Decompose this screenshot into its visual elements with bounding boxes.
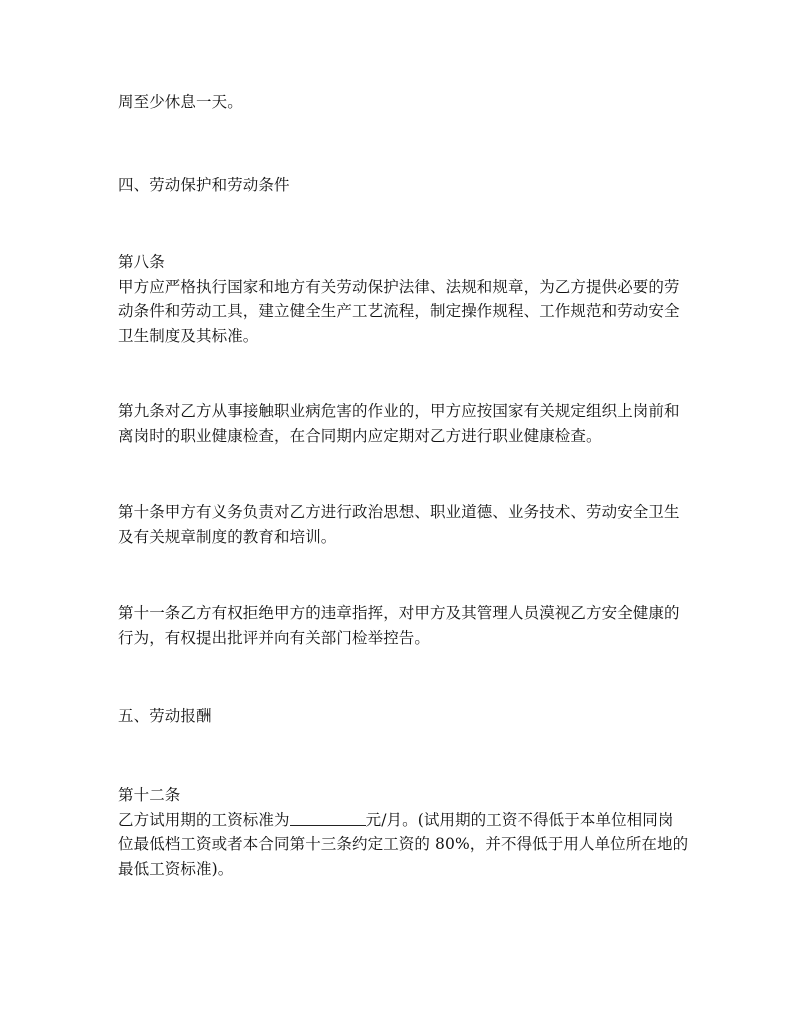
article-10-line-1: 第十条甲方有义务负责对乙方进行政治思想、职业道德、业务技术、劳动安全卫生	[118, 503, 680, 521]
salary-blank-field	[290, 809, 366, 826]
article-12-line-1-before: 乙方试用期的工资标准为	[118, 810, 290, 829]
article-10-line-2: 及有关规章制度的教育和培训。	[118, 527, 337, 546]
article-8-line-3: 卫生制度及其标准。	[118, 326, 259, 345]
article-8-line-2: 动条件和劳动工具，建立健全生产工艺流程，制定操作规程、工作规范和劳动安全	[118, 302, 680, 320]
continuation-text: 周至少休息一天。	[118, 93, 243, 111]
article-12-line-1-after: 元/月。(试用期的工资不得低于本单位相同岗	[365, 810, 674, 829]
article-12	[118, 783, 689, 881]
section-5-heading	[118, 704, 686, 729]
article-9-line-2: 离岗时的职业健康检查，在合同期内应定期对乙方进行职业健康检查。	[118, 426, 602, 445]
article-12-line-2: 位最低档工资或者本合同第十三条约定工资的 80%，并不得低于用人单位所在地的	[118, 835, 689, 853]
article-8-line-1: 甲方应严格执行国家和地方有关劳动保护法律、法规和规章，为乙方提供必要的劳	[118, 277, 680, 296]
article-12-line-1	[118, 808, 686, 833]
section-5-heading-text: 五、劳动报酬	[118, 707, 212, 725]
section-4-heading-text: 四、劳动保护和劳动条件	[118, 176, 290, 194]
article-12-line-3: 最低工资标准)。	[118, 859, 234, 878]
article-8-title: 第八条	[118, 253, 165, 271]
article-9-line-1: 第九条对乙方从事接触职业病危害的作业的，甲方应按国家有关规定组织上岗前和	[118, 402, 680, 420]
section-4-heading	[118, 173, 686, 198]
article-11	[118, 601, 686, 650]
article-11-line-2: 行为，有权提出批评并向有关部门检举控告。	[118, 628, 431, 647]
continuation-paragraph	[118, 90, 686, 115]
article-12-title: 第十二条	[118, 786, 181, 804]
article-9	[118, 399, 686, 448]
article-10	[118, 500, 686, 549]
article-8	[118, 250, 686, 348]
article-11-line-1: 第十一条乙方有权拒绝甲方的违章指挥，对甲方及其管理人员漠视乙方安全健康的	[118, 604, 680, 622]
